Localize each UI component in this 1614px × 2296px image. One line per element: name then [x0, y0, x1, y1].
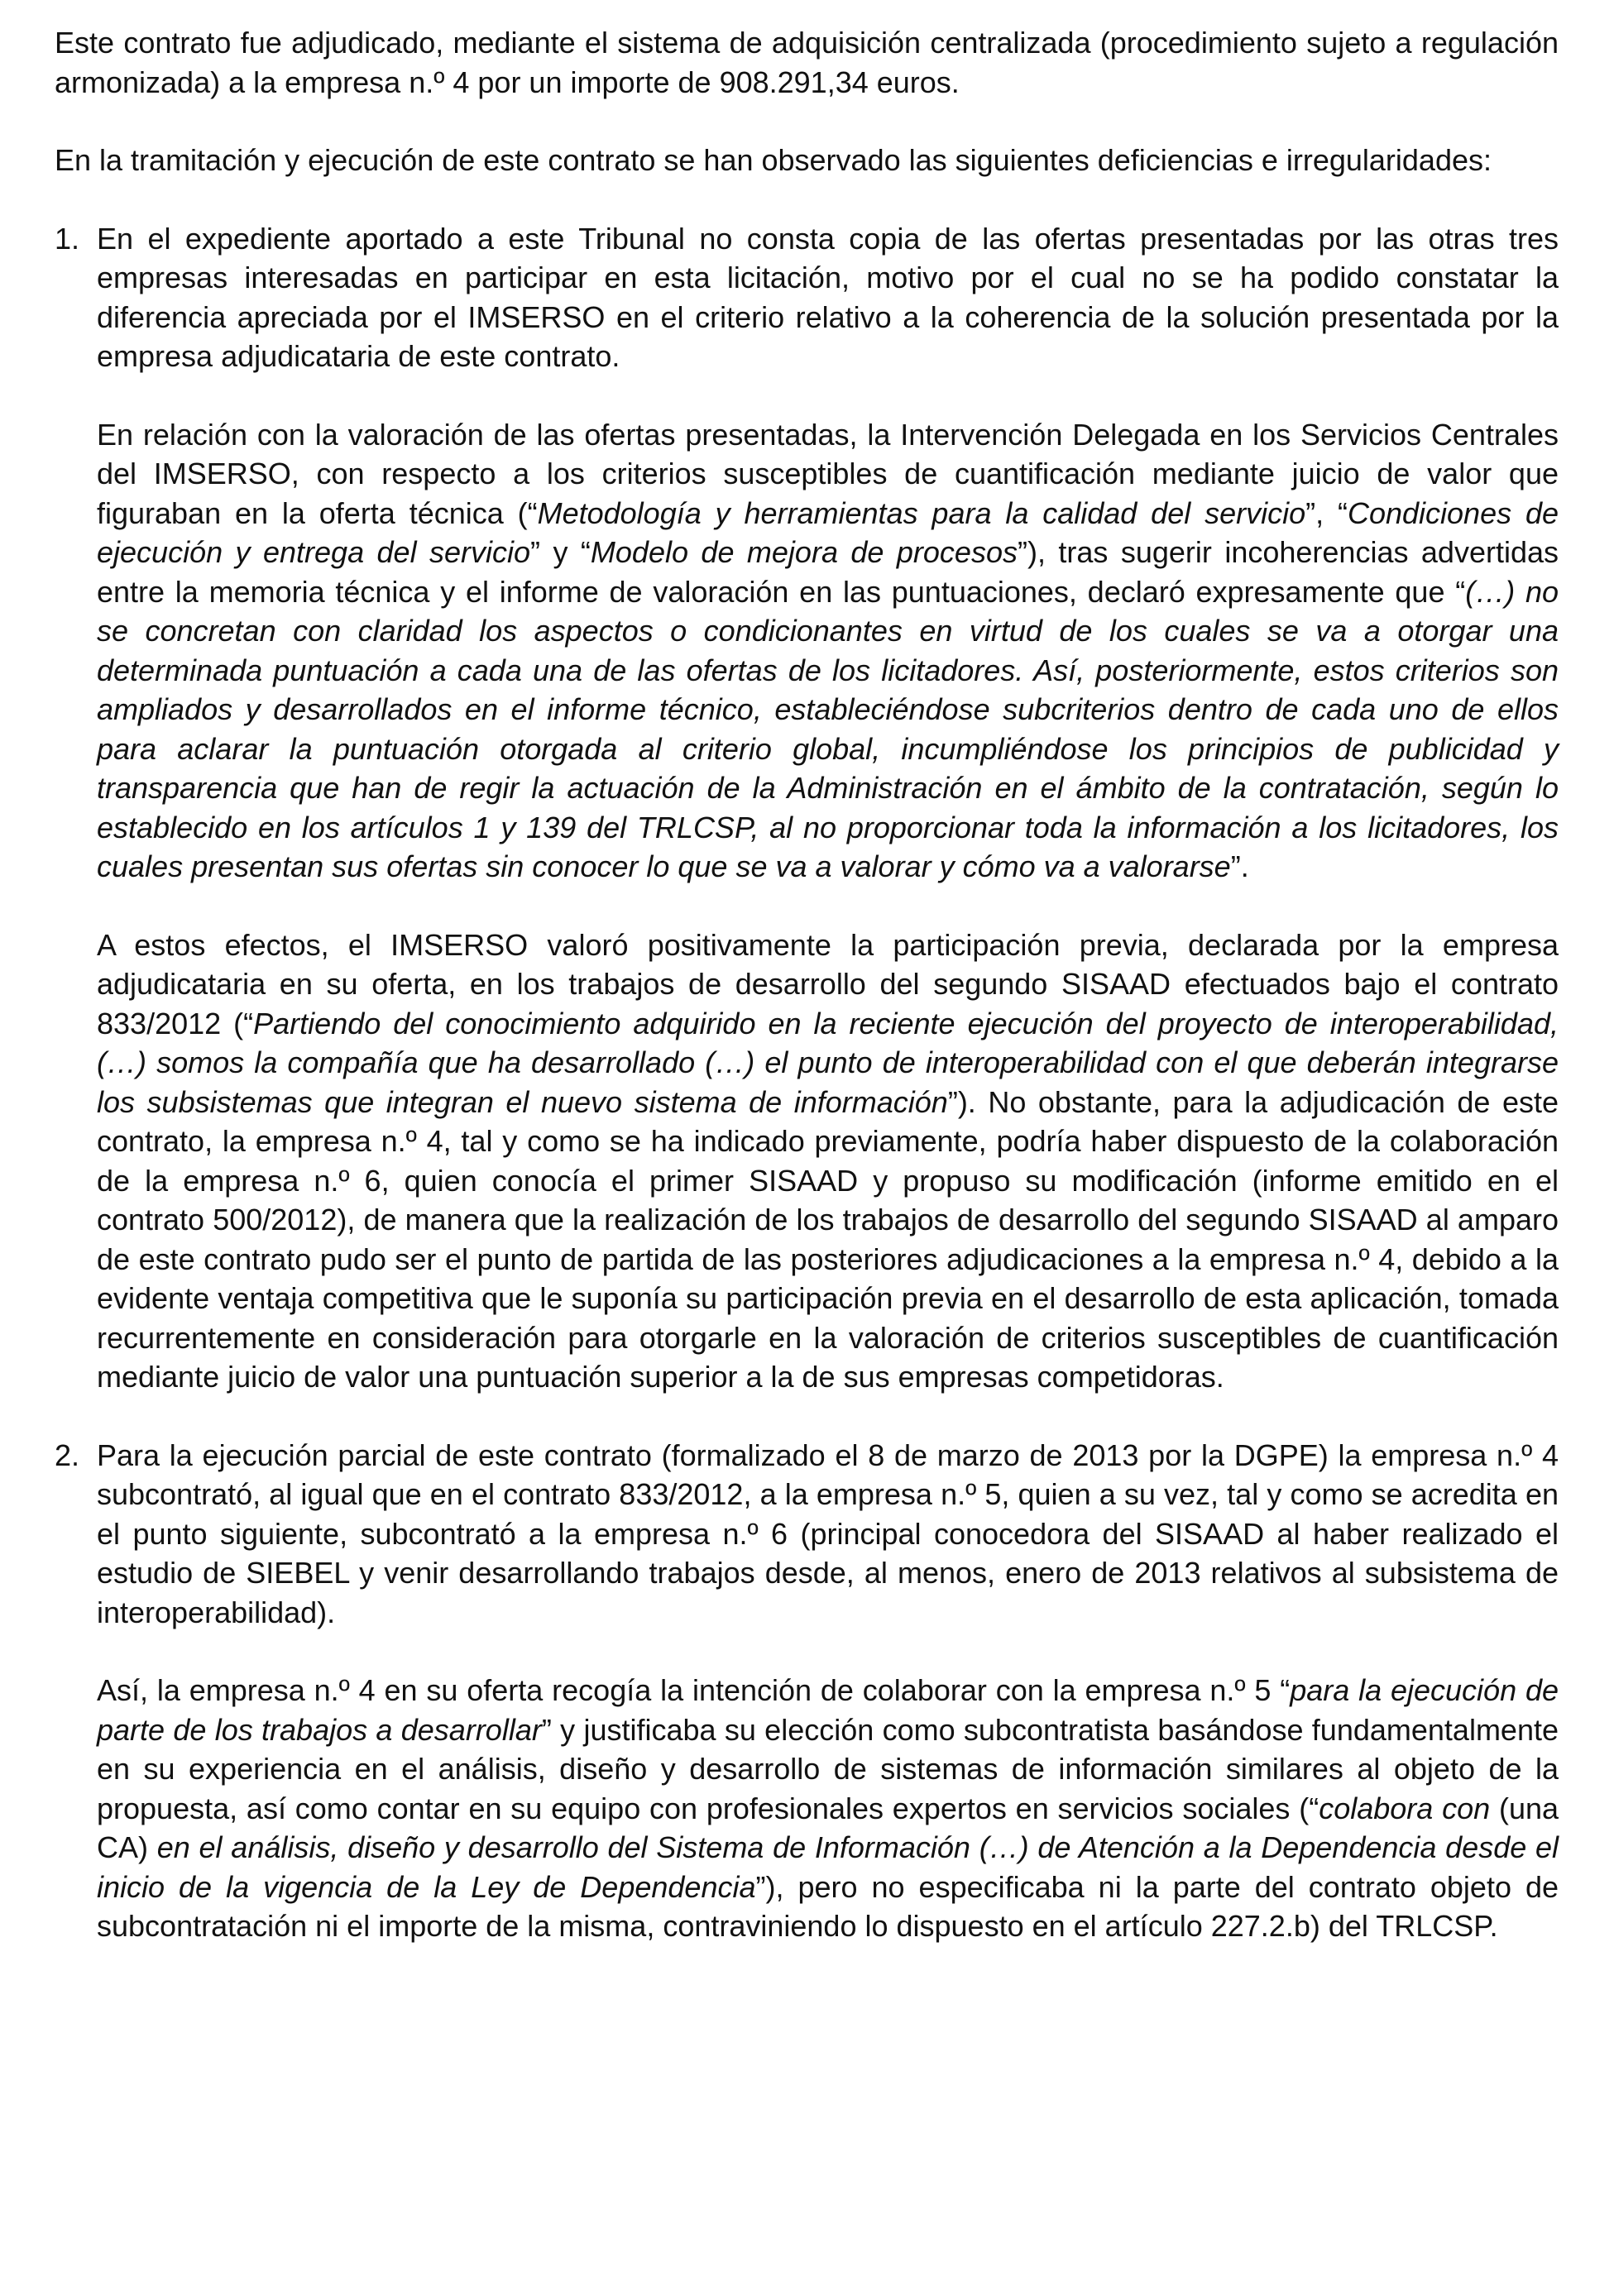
quoted-text: Modelo de mejora de procesos [590, 535, 1018, 569]
body-text: ”. [1230, 849, 1249, 883]
list-item-paragraph [97, 1671, 1559, 1946]
body-text: En relación con la valoración de las ofertas presentadas, la Intervención Delegada en los Servicios Centrales del IMSERSO, con respecto a los criterios susceptibles de cuantificación mediante juicio de valor que figuraban en la oferta técnica (“ [97, 417, 1559, 530]
quoted-text: Partiendo del conocimiento adquirido en la reciente ejecución del proyecto de interoperabilidad, (…) somos la compañía que ha desarrollado (…) el punto de interoperabilidad con el que deberán integrarse los subsistemas que integran el nuevo sistema de información [97, 1006, 1559, 1119]
body-text: ” y justificaba su elección como subcontratista basándose fundamentalmente en su experiencia en el análisis, diseño y desarrollo de sistemas de información similares al objeto de la propuesta, así como contar en su equipo con profesionales expertos en servicios sociales (“ [97, 1712, 1559, 1825]
body-text: ”, “ [1305, 495, 1348, 530]
body-text: Así, la empresa n.º 4 en su oferta recogía la intención de colaborar con la empresa n.º 5 “ [97, 1673, 1291, 1707]
body-text: ” y “ [530, 535, 591, 569]
list-item-paragraph [97, 1436, 1559, 1633]
body-text: ”). No obstante, para la adjudicación de este contrato, la empresa n.º 4, tal y como se ha indicado previamente, podría haber dispuesto de la colaboración de la empresa n.º 6, quien conocía el primer SISAAD y propuso su modificación (informe emitido en el contrato 500/2012), de manera que la realización de los trabajos de desarrollo del segundo SISAAD al amparo de este contrato pudo ser el punto de partida de las posteriores adjudicaciones a la empresa n.º 4, debido a la evidente ventaja competitiva que le suponía su participación previa en el desarrollo de esta aplicación, tomada recurrentemente en consideración para otorgarle en la valoración de criterios susceptibles de cuantificación mediante juicio de valor una puntuación superior a la de sus empresas competidoras. [97, 1084, 1559, 1394]
list-item-number: 1. [55, 221, 80, 256]
list-item-paragraph [97, 219, 1559, 376]
quoted-text: Metodología y herramientas para la calidad del servicio [537, 495, 1306, 530]
body-text: En el expediente aportado a este Tribunal no consta copia de las ofertas presentadas por las otras tres empresas interesadas en participar en esta licitación, motivo por el cual no se ha podido constatar la diferencia apreciada por el IMSERSO en el criterio relativo a la coherencia de la solución presentada por la empresa adjudicataria de este contrato. [97, 221, 1559, 373]
quoted-text: en el análisis, diseño y desarrollo del Sistema de Información (…) de Atención a la Dependencia desde el inicio de la vigencia de la Ley de Dependencia [97, 1830, 1559, 1904]
body-text: ”), tras sugerir incoherencias advertidas entre la memoria técnica y el informe de valoración en las puntuaciones, declaró expresamente que “ [97, 535, 1559, 609]
intro-paragraph-1: Este contrato fue adjudicado, mediante el sistema de adquisición centralizada (procedimiento sujeto a regulación armonizada) a la empresa n.º 4 por un importe de 908.291,34 euros. [55, 26, 1559, 99]
quoted-text: (…) no se concretan con claridad los aspectos o condicionantes en virtud de los cuales se va a otorgar una determinada puntuación a cada una de las ofertas de los licitadores. Así, posteriormente, estos criterios son ampliados y desarrollados en el informe técnico, estableciéndose subcriterios dentro de cada uno de ellos para aclarar la puntuación otorgada al criterio global, incumpliéndose los principios de publicidad y transparencia que han de regir la actuación de la Administración en el ámbito de la contratación, según lo establecido en los artículos 1 y 139 del TRLCSP, al no proporcionar toda la información a los licitadores, los cuales presentan sus ofertas sin conocer lo que se va a valorar y cómo va a valorarse [97, 574, 1559, 883]
irregularities-list [55, 219, 1559, 1946]
body-text: A estos efectos, el IMSERSO valoró positivamente la participación previa, declarada por la empresa adjudicataria en su oferta, en los trabajos de desarrollo del segundo SISAAD efectuados bajo el contrato 833/2012 (“ [97, 927, 1559, 1040]
quoted-text: colabora con [1319, 1791, 1491, 1825]
list-item [55, 1436, 1559, 1946]
list-item [55, 219, 1559, 1397]
body-text: (una CA) [97, 1791, 1559, 1864]
body-text: Para la ejecución parcial de este contrato (formalizado el 8 de marzo de 2013 por la DGPE) la empresa n.º 4 subcontrató, al igual que en el contrato 833/2012, a la empresa n.º 5, quien a su vez, tal y como se acredita en el punto siguiente, subcontrató a la empresa n.º 6 (principal conocedora del SISAAD al haber realizado el estudio de SIEBEL y venir desarrollando trabajos desde, al menos, enero de 2013 relativos al subsistema de interoperabilidad). [97, 1437, 1559, 1629]
quoted-text: para la ejecución de parte de los trabajos a desarrollar [97, 1673, 1559, 1747]
quoted-text: Condiciones de ejecución y entrega del servicio [97, 495, 1559, 569]
intro-paragraph-2: En la tramitación y ejecución de este contrato se han observado las siguientes deficiencias e irregularidades: [55, 143, 1492, 177]
list-item-number: 2. [55, 1437, 80, 1472]
list-item-paragraph [97, 415, 1559, 887]
document-page [55, 23, 1559, 1985]
body-text: ”), pero no especificaba ni la parte del contrato objeto de subcontratación ni el importe de la misma, contraviniendo lo dispuesto en el artículo 227.2.b) del TRLCSP. [97, 1869, 1559, 1943]
list-item-paragraph [97, 926, 1559, 1397]
